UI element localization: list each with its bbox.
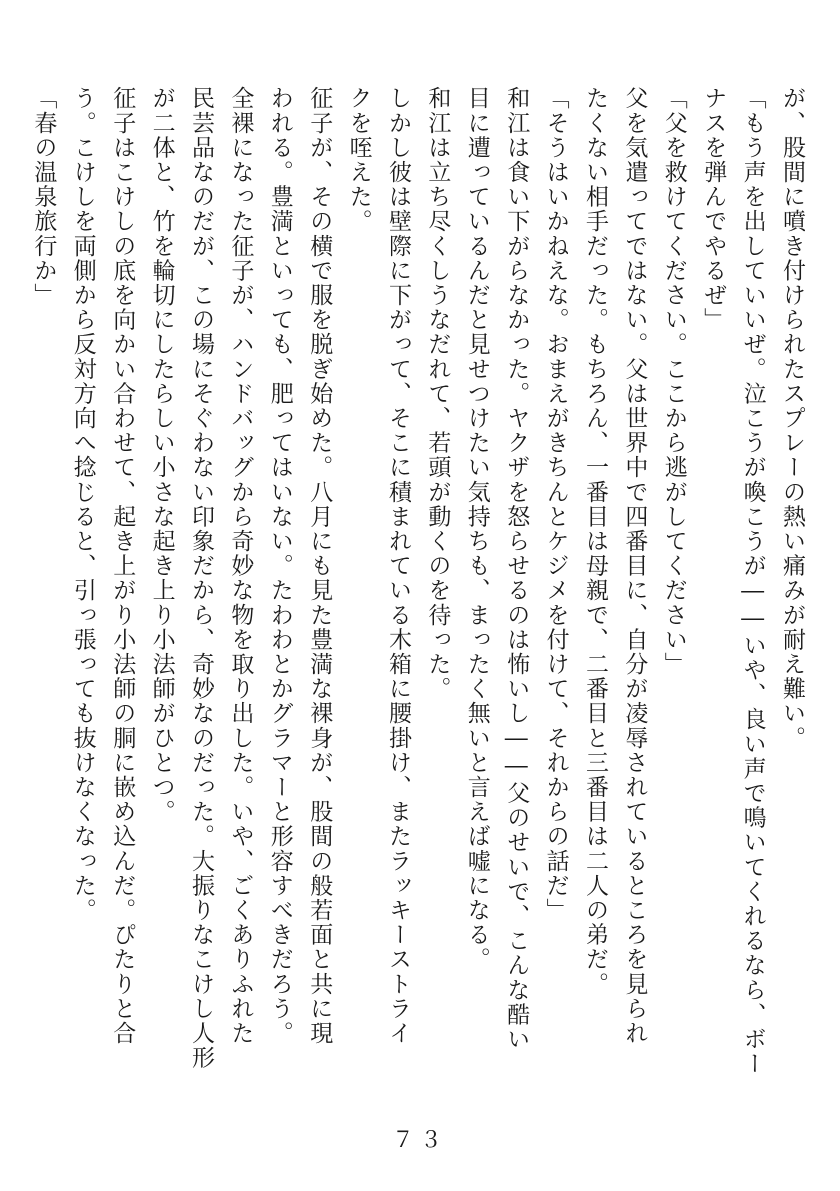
text-line: が、股間に噴き付けられたスプレーの熱い痛みが耐え難い。 bbox=[779, 86, 805, 751]
text-line: ナスを弾んでやるぜ」 bbox=[700, 86, 727, 332]
text-line: が二体と、竹を輪切にしたらしい小さな起き上り小法師がひとつ。 bbox=[148, 86, 175, 824]
text-line: 「春の温泉旅行か」 bbox=[30, 86, 57, 308]
text-line: しかし彼は壁際に下がって、そこに積まれている木箱に腰掛け、またラッキーストライ bbox=[385, 86, 411, 1046]
text-line: たくない相手だった。もちろん、一番目は母親で、二番目と三番目は二人の弟だ。 bbox=[582, 86, 608, 997]
text-line: 「もう声を出していいぜ。泣こうが喚こうが――いや、良い声で鳴いてくれるなら、ボー bbox=[739, 86, 766, 1076]
text-line: 和江は立ち尽くしうなだれて、若頭が動くのを待った。 bbox=[424, 86, 451, 701]
text-line: 目に遭っているんだと見せつけたい気持ちも、まったく無いと言えば嘘になる。 bbox=[463, 86, 490, 972]
text-line: う。こけしを両側から反対方向へ捻じると、引っ張っても抜けなくなった。 bbox=[69, 86, 96, 923]
text-line: 「そうはいかねえな。おまえがきちんとケジメを付けて、それからの話だ」 bbox=[542, 86, 569, 923]
page-number: ７３ bbox=[391, 1128, 448, 1153]
text-line: われる。豊満といっても、肥ってはいない。たわわとかグラマーと形容すべきだろう。 bbox=[266, 86, 293, 1046]
text-line: 和江は食い下がらなかった。ヤクザを怒らせるのは怖いし――父のせいで、こんな酷い bbox=[503, 86, 530, 1052]
text-line: クを咥えた。 bbox=[345, 86, 372, 234]
text-line: 父を気遣ってではない。父は世界中で四番目に、自分が凌辱されているところを見られ bbox=[621, 86, 648, 1046]
text-line: 征子が、その横で服を脱ぎ始めた。八月にも見た豊満な裸身が、股間の般若面と共に現 bbox=[306, 86, 333, 1046]
text-line: 「父を救けてください。ここから逃がしてください」 bbox=[660, 86, 687, 677]
text-line: 全裸になった征子が、ハンドバッグから奇妙な物を取り出した。いや、ごくありふれた bbox=[227, 86, 254, 1046]
vertical-text-block bbox=[30, 86, 810, 1096]
text-line: 民芸品なのだが、この場にそぐわない印象だから、奇妙なのだった。大振りなこけし人形 bbox=[188, 86, 214, 1070]
text-line: 征子はこけしの底を向かい合わせて、起き上がり小法師の胴に嵌め込んだ。ぴたりと合 bbox=[109, 86, 136, 1046]
